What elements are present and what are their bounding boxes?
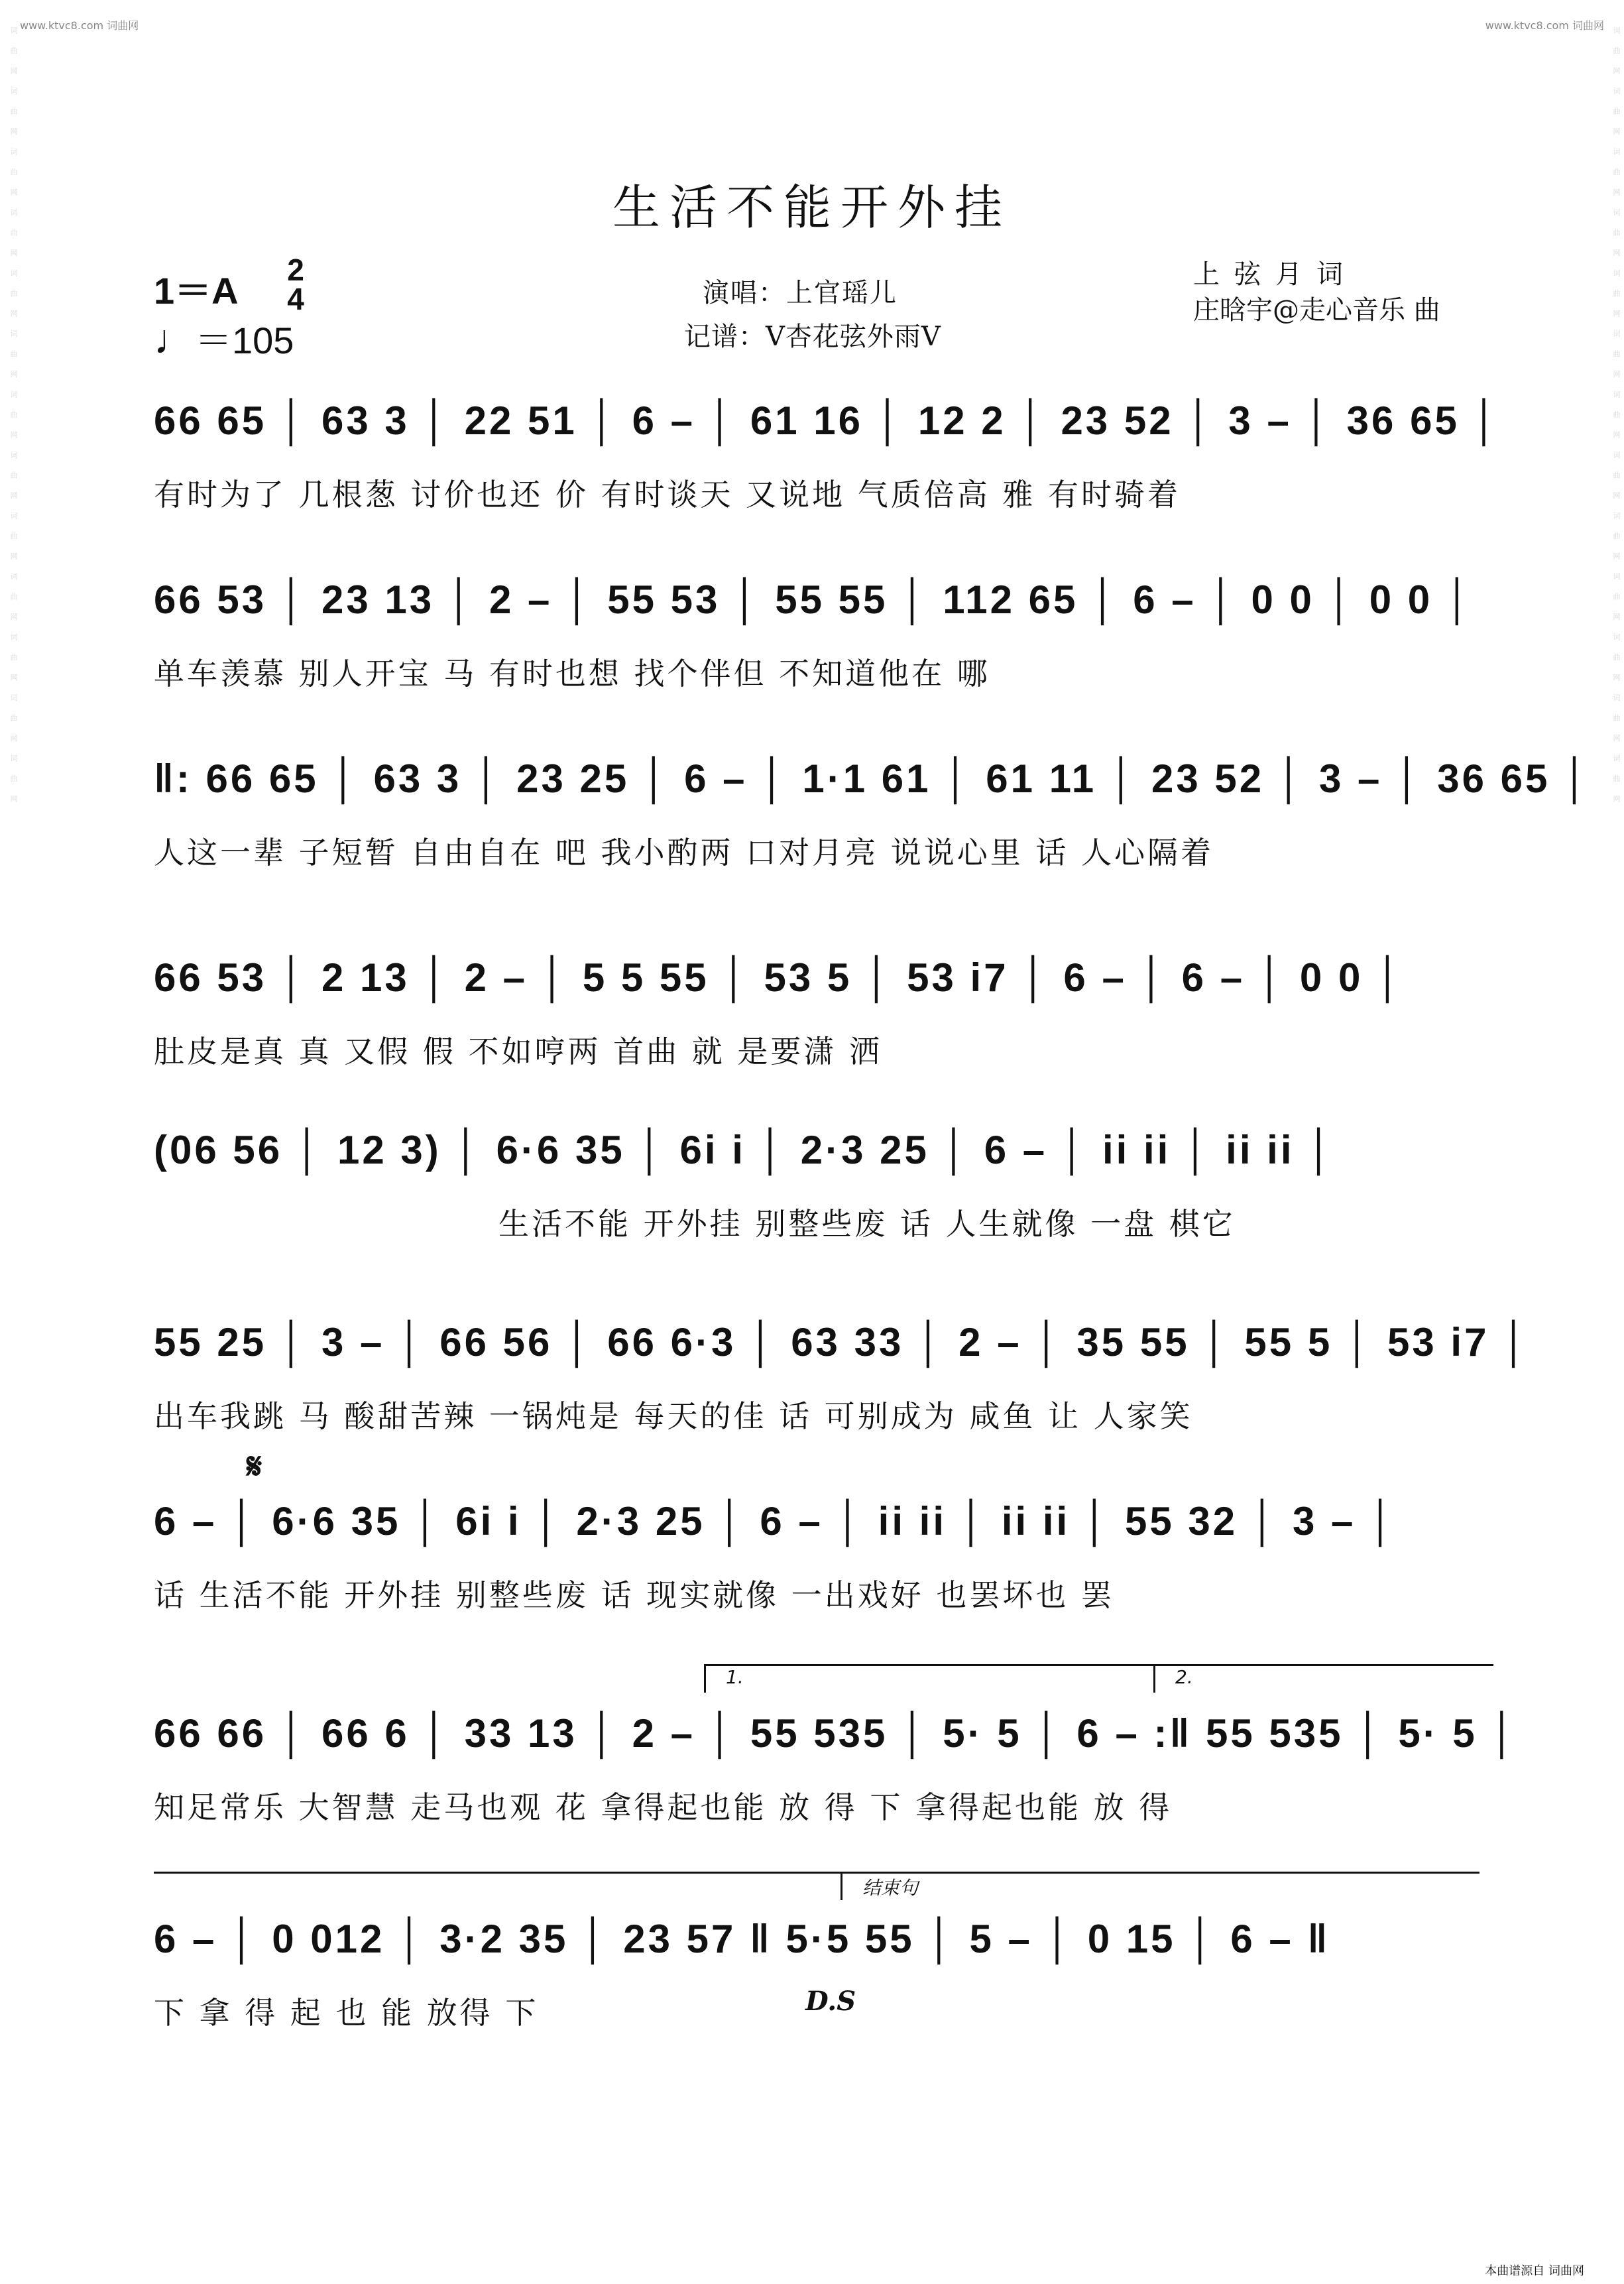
lyricist-credit: 上弦月词: [1193, 259, 1358, 290]
ending-phrase-label: 结束句: [841, 1874, 1499, 1900]
notation-row: 6 – │ 6·6 35 │ 6i i │ 2·3 25 │ 6 – │ ii ii │ ii ii │ 55 32 │ 3 – │: [154, 1499, 1397, 1543]
first-ending-bracket: 1.: [704, 1664, 1163, 1693]
segno-sign: 𝄋: [247, 1445, 262, 1487]
notation-row: 66 65 │ 63 3 │ 22 51 │ 6 – │ 61 16 │ 12 2 │ 23 52 │ 3 – │ 36 65 │: [154, 398, 1501, 443]
lyrics-row: 有时为了 几根葱 讨价也还 价 有时谈天 又说地 气质倍高 雅 有时骑着: [154, 477, 1181, 512]
notation-row: ‖: 66 65 │ 63 3 │ 23 25 │ 6 – │ 1·1 61 │ 61 11 │ 23 52 │ 3 – │ 36 65 │: [154, 756, 1592, 801]
side-watermark-right: 词 曲 网 词 曲 网 词 曲 网 词 曲 网 词 曲 网 词 曲 网 词 曲 网 词 曲 网 词 曲 网 词 曲 网 词 曲 网 词 曲 网 词 曲 网: [1612, 27, 1621, 808]
notation-row: 55 25 │ 3 – │ 66 56 │ 66 6·3 │ 63 33 │ 2 – │ 35 55 │ 55 5 │ 53 i7 │: [154, 1320, 1531, 1364]
second-ending-bracket: 2.: [1153, 1664, 1493, 1693]
side-watermark-left: 词 曲 网 词 曲 网 词 曲 网 词 曲 网 词 曲 网 词 曲 网 词 曲 网 词 曲 网 词 曲 网 词 曲 网 词 曲 网 词 曲 网 词 曲 网: [9, 27, 18, 808]
lyrics-row: 知足常乐 大智慧 走马也观 花 拿得起也能 放 得 下 拿得起也能 放 得: [154, 1789, 1173, 1825]
tempo-value: ＝105: [195, 320, 294, 361]
lyrics-row: 肚皮是真 真 又假 假 不如哼两 首曲 就 是要潇 洒: [154, 1034, 882, 1069]
time-signature-bottom: 4: [287, 282, 304, 316]
lyrics-row: 话 生活不能 开外挂 别整些废 话 现实就像 一出戏好 也罢坏也 罢: [154, 1577, 1114, 1613]
lyrics-row: 生活不能 开外挂 别整些废 话 人生就像 一盘 棋它: [498, 1206, 1236, 1242]
quarter-note-icon: ♩: [154, 317, 195, 363]
footer-source-note: 本曲谱源自 词曲网: [1485, 2264, 1584, 2278]
lyrics-row: 人这一辈 子短暂 自由自在 吧 我小酌两 口对月亮 说说心里 话 人心隔着: [154, 835, 1214, 871]
lyrics-row: 单车羡慕 别人开宝 马 有时也想 找个伴但 不知道他在 哪: [154, 656, 990, 691]
transcriber-credit: 记谱：V杏花弦外雨V: [684, 322, 941, 352]
notation-row: (06 56 │ 12 3) │ 6·6 35 │ 6i i │ 2·3 25 │ 6 – │ ii ii │ ii ii │: [154, 1128, 1336, 1172]
notation-row: 66 53 │ 23 13 │ 2 – │ 55 53 │ 55 55 │ 112 65 │ 6 – │ 0 0 │ 0 0 │: [154, 577, 1474, 622]
time-signature-top: 2: [287, 253, 304, 287]
lyrics-row: 出车我跳 马 酸甜苦辣 一锅炖是 每天的佳 话 可别成为 咸鱼 让 人家笑: [154, 1398, 1193, 1434]
notation-row: 66 66 │ 66 6 │ 33 13 │ 2 – │ 55 535 │ 5· 5 │ 6 – :‖ 55 535 │ 5· 5 │: [154, 1711, 1519, 1756]
time-signature: [284, 255, 308, 314]
key-signature: 1＝A: [154, 270, 239, 312]
composer-credit: 庄晗宇@走心音乐 曲: [1193, 295, 1440, 326]
watermark-top-right: www.ktvc8.com 词曲网: [1485, 19, 1604, 32]
tempo-marking: [154, 312, 294, 365]
singer-credit: 演唱：上官瑶儿: [703, 278, 898, 308]
notation-row: 66 53 │ 2 13 │ 2 – │ 5 5 55 │ 53 5 │ 53 i7 │ 6 – │ 6 – │ 0 0 │: [154, 955, 1405, 1000]
song-title: 生活不能开外挂: [612, 180, 1012, 235]
dal-segno-marking: D.S: [805, 1986, 856, 2017]
lyrics-row: 下 拿 得 起 也 能 放得 下: [154, 1995, 539, 2031]
notation-row: 6 – │ 0 012 │ 3·2 35 │ 23 57 ‖ 5·5 55 │ 5 – │ 0 15 │ 6 – ‖: [154, 1917, 1330, 1961]
watermark-top-left: www.ktvc8.com 词曲网: [20, 19, 139, 32]
